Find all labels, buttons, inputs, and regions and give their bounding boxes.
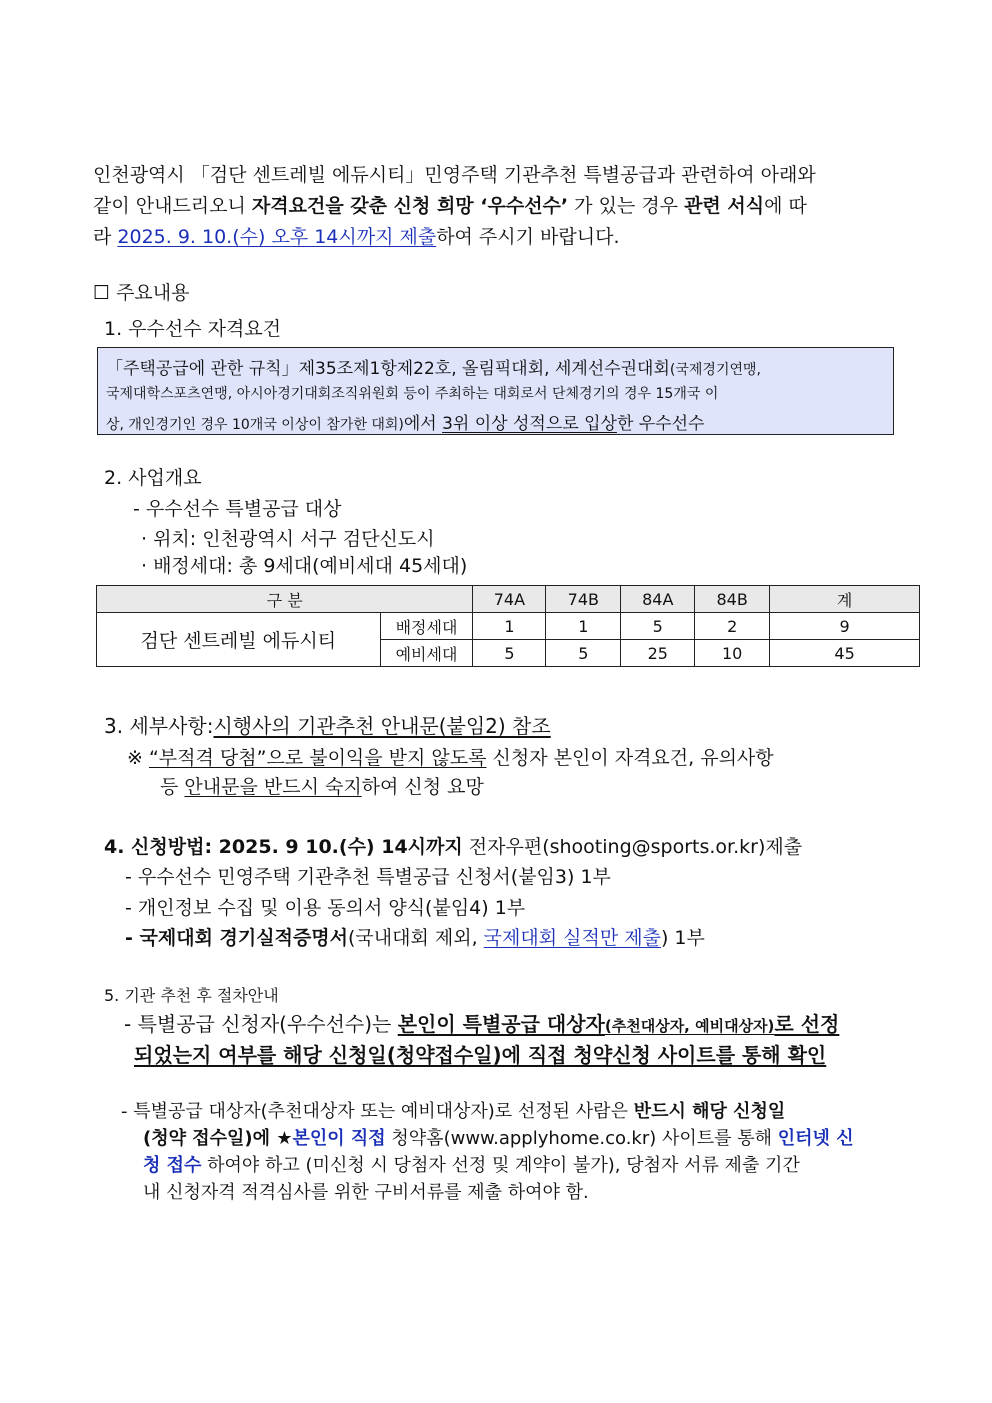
p2-highlight: 본인이 직접 — [292, 1128, 386, 1149]
section5-p1-line-2: 되었는지 여부를 해당 신청일(청약접수일)에 직접 청약신청 사이트를 통해 확인 — [134, 1043, 827, 1067]
qualification-line-1 — [106, 354, 761, 379]
p2-emphasis: (청약 접수일)에 — [143, 1128, 277, 1149]
section5-p1-line-1 — [124, 1008, 839, 1037]
intro-text: 같이 안내드리오니 — [93, 195, 252, 217]
qualification-text: 「주택공급에 관한 규칙」제35조제1항제22호, 올림픽대회, 세계선수권대회 — [106, 359, 670, 379]
table-header-row — [97, 586, 920, 613]
table-cell: 5 — [546, 640, 621, 667]
intro-text: 인천광역시 「검단 센트레빌 에듀시티」민영주택 기관추천 특별공급과 관련하여 아래와 — [93, 164, 816, 186]
p2-highlight: 인터넷 신 — [777, 1128, 854, 1149]
main-heading: ☐ 주요내용 — [93, 282, 190, 304]
note-mark: ※ — [127, 747, 149, 769]
item-text: ) 1부 — [660, 927, 705, 949]
intro-line-1 — [93, 160, 893, 191]
section2-units: · 배정세대: 총 9세대(예비세대 45세대) — [141, 555, 468, 577]
section4-item-1: - 우수선수 민영주택 기관추천 특별공급 신청서(붙임3) 1부 — [125, 866, 611, 888]
qualification-line-3 — [106, 409, 704, 434]
table-cell: 1 — [473, 613, 546, 640]
section5-p2-line-1 — [121, 1097, 785, 1123]
p1-emphasis: 로 선정 — [774, 1012, 840, 1036]
table-cell: 5 — [473, 640, 546, 667]
section4-item-3 — [125, 923, 705, 950]
item-highlight: 국제대회 실적만 제출 — [483, 927, 661, 949]
p2-highlight: 청 접수 — [143, 1155, 202, 1176]
row-label-cell: 예비세대 — [380, 640, 473, 667]
table-cell: 10 — [695, 640, 770, 667]
section5-title: 5. 기관 추천 후 절차안내 — [104, 986, 279, 1005]
intro-text: 라 — [93, 226, 118, 248]
complex-name-cell: 검단 센트레빌 에듀시티 — [97, 613, 381, 667]
table-row — [97, 613, 920, 640]
note-emphasis: 안내문을 반드시 숙지 — [184, 776, 362, 798]
section3-note-line-1 — [127, 743, 774, 770]
table-cell: 45 — [770, 640, 920, 667]
section2-sub: - 우수선수 특별공급 대상 — [133, 498, 342, 520]
note-text: 신청자 본인이 자격요건, 유의사항 — [486, 747, 774, 769]
p2-text: 청약홈(www.applyhome.co.kr) 사이트를 통해 — [385, 1128, 778, 1149]
table-cell: 5 — [621, 613, 695, 640]
p2-emphasis: 반드시 해당 신청일 — [633, 1101, 786, 1122]
section4-email: 전자우편(shooting@sports.or.kr)제출 — [462, 836, 803, 858]
section5-p2-line-4: 내 신청자격 적격심사를 위한 구비서류를 제출 하여야 함. — [143, 1182, 589, 1203]
qualification-text: 에서 — [403, 414, 443, 434]
table-cell: 1 — [546, 613, 621, 640]
table-header-cell: 74B — [546, 586, 621, 613]
intro-emphasis: 자격요건을 갖춘 신청 희망 ‘우수선수’ — [251, 195, 569, 217]
qualification-line-2: 국제대학스포츠연맹, 아시아경기대회조직위원회 등이 주최하는 대회로서 단체경기의 경우 15개국 이 — [106, 386, 719, 402]
section1-title: 1. 우수선수 자격요건 — [104, 318, 282, 340]
allocation-table — [96, 585, 920, 667]
section4-item-2: - 개인정보 수집 및 이용 동의서 양식(붙임4) 1부 — [125, 897, 526, 919]
p1-text: - 특별공급 신청자(우수선수)는 — [124, 1012, 398, 1036]
star-icon: ★ — [276, 1128, 293, 1149]
section2-location: · 위치: 인천광역시 서구 검단신도시 — [141, 528, 435, 550]
qualification-text-small: (국제경기연맹, — [669, 362, 761, 378]
table-cell: 25 — [621, 640, 695, 667]
section3-text: 시행사의 — [213, 714, 298, 738]
item-emphasis: - 국제대회 경기실적증명서 — [125, 927, 349, 949]
intro-emphasis: 관련 서식 — [684, 195, 765, 217]
table-header-cell: 84A — [621, 586, 695, 613]
intro-line-3 — [93, 222, 893, 253]
table-header-cell: 74A — [473, 586, 546, 613]
table-cell: 2 — [695, 613, 770, 640]
section2-title: 2. 사업개요 — [104, 467, 202, 489]
qualification-text: 한 우수선수 — [616, 414, 705, 434]
section5-p2-line-2 — [143, 1124, 854, 1150]
intro-text: 하여 주시기 바랍니다. — [436, 226, 620, 248]
p2-text: - 특별공급 대상자(추천대상자 또는 예비대상자)로 선정된 사람은 — [121, 1101, 634, 1122]
intro-text: 에 따 — [764, 195, 807, 217]
qualification-box — [97, 347, 894, 435]
intro-text: 가 있는 경우 — [568, 195, 685, 217]
deadline-highlight: 2025. 9. 10.(수) 오후 14시까지 제출 — [117, 226, 437, 248]
table-header-cell: 84B — [695, 586, 770, 613]
note-text: 하여 신청 요망 — [361, 776, 484, 798]
table-header-cell: 구 분 — [97, 586, 473, 613]
section3-label: 3. 세부사항: — [104, 714, 214, 738]
table-header-cell: 계 — [770, 586, 920, 613]
section3-reference: 기관추천 안내문(붙임2) 참조 — [297, 714, 551, 738]
table-cell: 9 — [770, 613, 920, 640]
p1-emphasis-small: (추천대상자, 예비대상자) — [604, 1017, 775, 1035]
section4-title — [104, 832, 802, 859]
section3-title — [104, 710, 551, 739]
intro-line-2 — [93, 191, 893, 222]
section4-deadline: 4. 신청방법: 2025. 9 10.(수) 14시까지 — [104, 836, 463, 858]
section3-note-line-2 — [160, 772, 484, 799]
qualification-emphasis: 3위 이상 성적으로 입상 — [442, 414, 617, 434]
p2-text: 하여야 하고 (미신청 시 당첨자 선정 및 계약이 불가), 당첨자 서류 제출 기간 — [201, 1155, 800, 1176]
note-text: 등 — [160, 776, 185, 798]
p1-emphasis: 본인이 특별공급 대상자 — [397, 1012, 605, 1036]
item-text: (국내대회 제외, — [348, 927, 484, 949]
note-emphasis: “부적격 당첨”으로 불이익을 받지 않도록 — [148, 747, 487, 769]
qualification-text-small: 상, 개인경기인 경우 10개국 이상이 참가한 대회) — [106, 417, 404, 433]
row-label-cell: 배정세대 — [380, 613, 473, 640]
section5-p2-line-3 — [143, 1151, 800, 1177]
